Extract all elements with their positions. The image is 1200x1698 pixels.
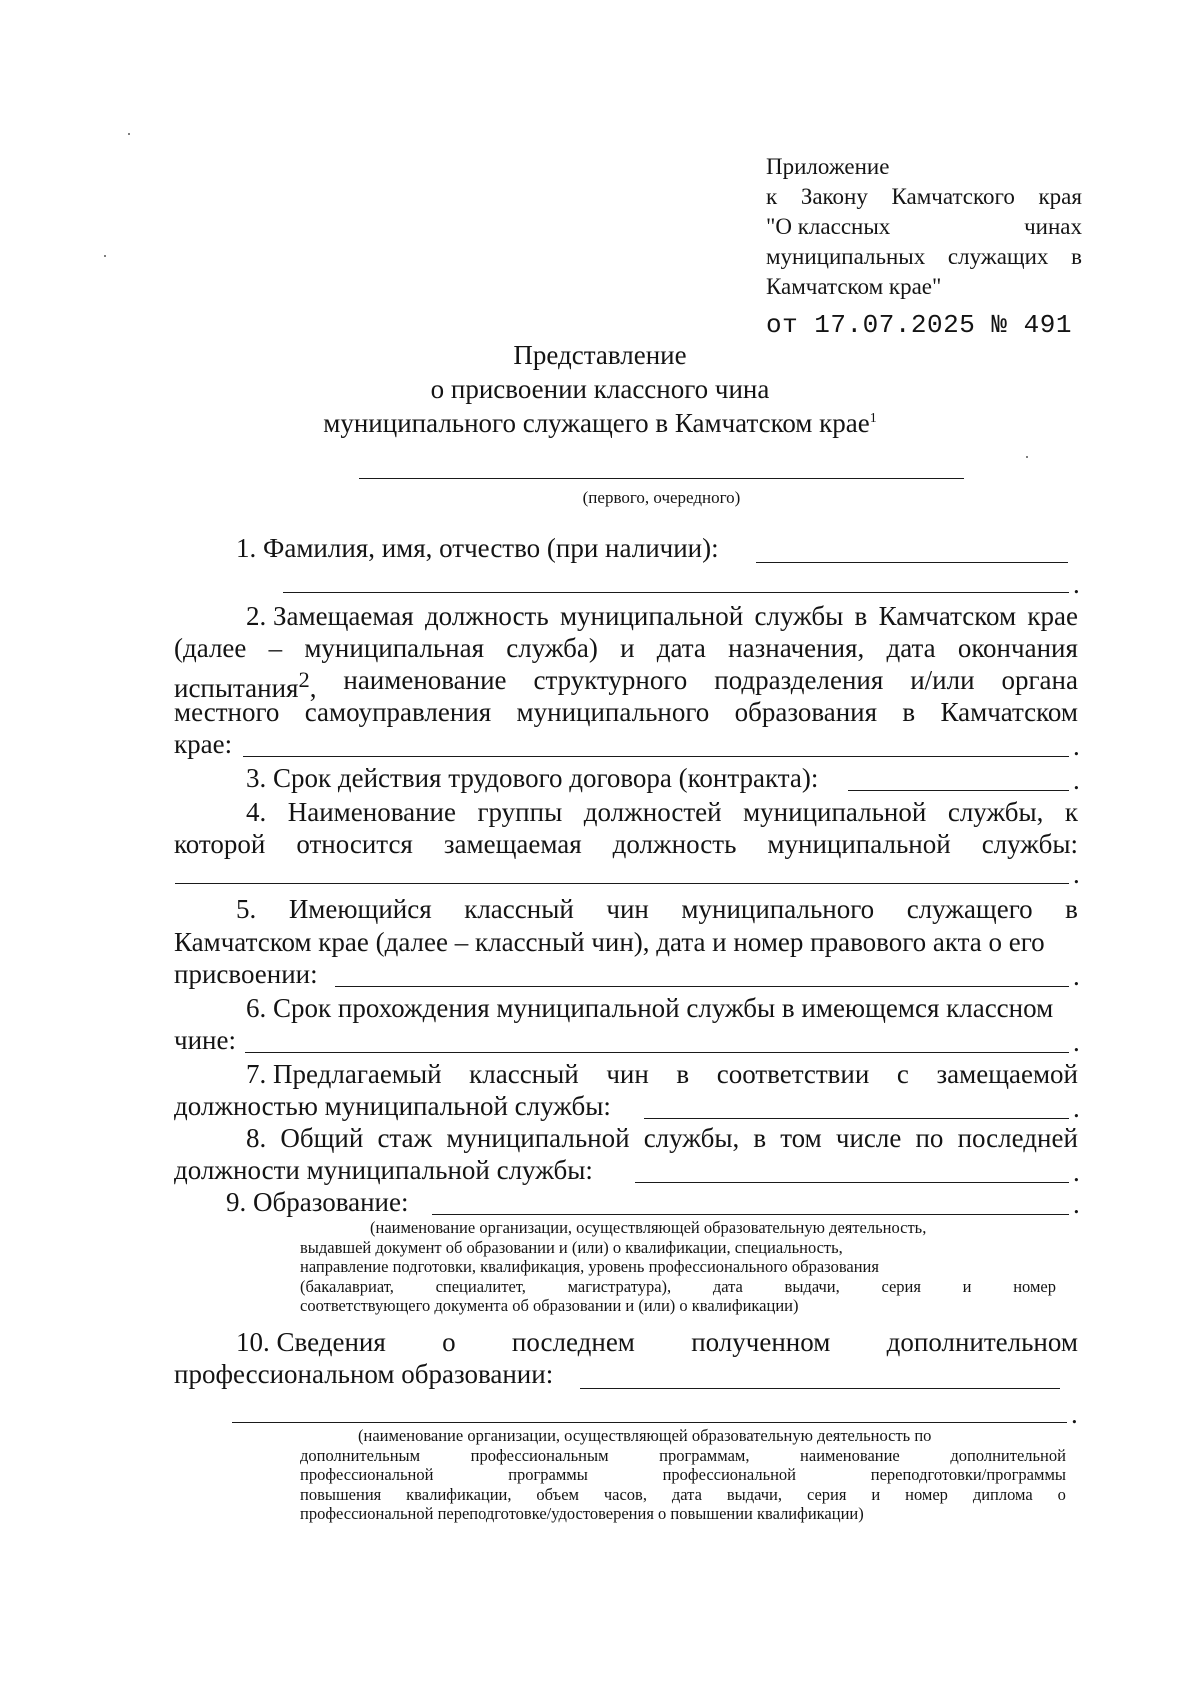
word: и/или	[910, 665, 975, 695]
period: .	[1073, 1027, 1080, 1057]
word: края	[1038, 184, 1082, 209]
word: службы,	[643, 1123, 740, 1153]
caption-line	[300, 1277, 1056, 1297]
word: муниципального	[681, 894, 875, 924]
word: подразделения	[714, 665, 884, 695]
word: относится	[296, 829, 413, 859]
word: соответствии	[716, 1059, 870, 1089]
document-subtitle	[300, 408, 900, 439]
word: профессиональной	[300, 1465, 434, 1484]
word: –	[268, 633, 283, 663]
word: муниципальной	[743, 797, 927, 827]
item-8-line: должности муниципальной службы:	[174, 1155, 593, 1185]
word: магистратура),	[567, 1276, 672, 1296]
blank-line	[245, 1052, 1069, 1053]
appendix-line	[766, 182, 1082, 212]
word: профессиональной	[662, 1465, 797, 1484]
item-4-line	[246, 796, 1078, 828]
word: чин	[606, 894, 649, 924]
appendix-line	[766, 212, 1082, 242]
word: и	[871, 1484, 881, 1504]
word: последнем	[511, 1327, 635, 1357]
word: окончания	[957, 633, 1078, 663]
item-2-line	[246, 600, 1078, 632]
item-7-line: должностью муниципальной службы:	[174, 1091, 611, 1121]
footnote-mark: 1	[869, 411, 877, 426]
word: служба)	[506, 633, 598, 663]
word: муниципальная	[304, 633, 485, 663]
word: диплома	[972, 1484, 1033, 1504]
word: Камчатском	[878, 601, 1017, 631]
word: 2. Замещаемая	[246, 601, 414, 631]
blank-line	[635, 1182, 1069, 1183]
word: о	[442, 1327, 456, 1357]
document-subtitle: о присвоении классного чина	[430, 374, 770, 404]
word: программам,	[659, 1445, 750, 1465]
blank-line	[848, 790, 1069, 791]
word: должностей	[583, 797, 722, 827]
word: службы	[754, 601, 844, 631]
word: наименование	[343, 665, 507, 695]
word: 4.	[246, 797, 267, 827]
item-2-line: крае:	[174, 729, 233, 759]
item-10-caption	[300, 1426, 1066, 1524]
word: выдачи,	[726, 1484, 783, 1504]
word: дополнительном	[886, 1327, 1078, 1357]
word: номер	[1013, 1276, 1056, 1296]
word: по	[915, 1123, 944, 1153]
caption-line: выдавшей документ об образовании и (или) о квалификации, специальность,	[300, 1237, 843, 1257]
caption-line: (наименование организации, осуществляющей образовательную деятельность,	[370, 1218, 927, 1237]
word: замещаемой	[936, 1059, 1078, 1089]
word: в	[676, 1059, 690, 1089]
word: серия	[881, 1276, 921, 1296]
period: .	[1073, 1189, 1080, 1219]
caption-line: профессиональной переподготовке/удостоверения о повышении квалификации)	[300, 1504, 864, 1523]
word: структурного	[533, 665, 688, 695]
word: образования	[734, 697, 878, 727]
footnote-mark: 2	[298, 667, 310, 692]
caption-line: (наименование организации, осуществляющей образовательную деятельность по	[358, 1426, 932, 1445]
item-6-line: 6. Срок прохождения муниципальной службы в имеющемся классном	[246, 993, 1054, 1023]
period: .	[1071, 1399, 1078, 1429]
word: в	[1065, 894, 1078, 924]
blank-line	[359, 478, 964, 479]
blank-line	[432, 1214, 1069, 1215]
item-3-label: 3. Срок действия трудового договора (контракта):	[246, 763, 819, 793]
scan-speck	[104, 255, 106, 257]
word: органа	[1001, 665, 1078, 695]
word: группы	[477, 797, 563, 827]
word: назначения,	[728, 633, 865, 663]
period: .	[1073, 1093, 1080, 1123]
appendix-line: Камчатском крае"	[766, 274, 942, 299]
word: полученном	[691, 1327, 831, 1357]
period: .	[1073, 731, 1080, 761]
word: дополнительной	[950, 1445, 1066, 1465]
word: чинах	[1024, 214, 1082, 239]
word: испытания	[174, 673, 299, 703]
word: выдачи,	[784, 1276, 840, 1296]
blank-line	[756, 562, 1068, 563]
period: .	[1073, 765, 1080, 795]
appendix-block	[766, 152, 1082, 302]
caption-line: соответствующего документа об образовании и (или) о квалификации)	[300, 1296, 799, 1315]
word: к	[1064, 797, 1078, 827]
caption-line	[300, 1485, 1066, 1505]
word: к	[766, 184, 778, 209]
item-5-line: присвоении:	[174, 959, 318, 989]
word: (бакалавриат,	[300, 1276, 394, 1296]
word: Закону	[800, 184, 868, 209]
word: муниципальных	[766, 244, 926, 269]
word: числе	[835, 1123, 902, 1153]
word: чин	[606, 1059, 649, 1089]
word: повышения	[300, 1484, 382, 1504]
word: 10. Сведения	[236, 1327, 386, 1357]
period: .	[1073, 859, 1080, 889]
word: и	[620, 633, 635, 663]
word: в	[1071, 244, 1082, 269]
item-2-line	[174, 696, 1078, 728]
period: .	[1073, 1157, 1080, 1187]
word: местного	[174, 697, 280, 727]
document-title: Представление	[513, 340, 687, 370]
word: должность	[612, 829, 737, 859]
word: часов,	[603, 1484, 647, 1504]
blank-line	[175, 883, 1069, 884]
word: которой	[174, 829, 266, 859]
blank-line	[580, 1388, 1060, 1389]
word: в	[854, 601, 868, 631]
word: дата	[712, 1276, 743, 1296]
word: муниципального	[516, 697, 710, 727]
blank-line	[335, 986, 1069, 987]
item-9-caption	[300, 1218, 1056, 1316]
word: специалитет,	[435, 1276, 526, 1296]
item-7-line	[246, 1058, 1078, 1090]
type-caption: (первого, очередного)	[582, 488, 741, 507]
word: и	[962, 1276, 972, 1296]
word: 7. Предлагаемый	[246, 1059, 442, 1089]
word: службы:	[981, 829, 1078, 859]
word: дополнительным	[300, 1445, 421, 1465]
scan-speck	[128, 133, 130, 135]
blank-line	[283, 592, 1069, 593]
word: Общий	[280, 1123, 364, 1153]
word: программы	[508, 1465, 588, 1484]
word: наименование	[800, 1445, 900, 1465]
word: серия	[806, 1484, 847, 1504]
word: Камчатском	[940, 697, 1078, 727]
word: дата	[886, 633, 936, 663]
word: в	[902, 697, 916, 727]
word: объем	[536, 1484, 579, 1504]
period: .	[1073, 569, 1080, 599]
word: стаж	[377, 1123, 433, 1153]
word: 8.	[246, 1123, 267, 1153]
item-5-line	[236, 893, 1078, 925]
word: муниципальной	[767, 829, 951, 859]
word: замещаемая	[443, 829, 582, 859]
word: "О классных	[766, 214, 891, 239]
word: должность	[424, 601, 549, 631]
item-5-line: Камчатском крае (далее – классный чин), дата и номер правового акта о его	[174, 927, 1045, 957]
word: (далее	[174, 633, 247, 663]
item-8-line	[246, 1122, 1078, 1154]
word: Камчатского	[891, 184, 1015, 209]
word: 5.	[236, 894, 257, 924]
item-10-line: профессиональном образовании:	[174, 1359, 554, 1389]
word: Наименование	[287, 797, 456, 827]
word: ,	[309, 673, 317, 703]
appendix-line	[766, 242, 1082, 272]
registration-stamp: от 17.07.2025 № 491	[766, 310, 1072, 340]
word: муниципальной	[446, 1123, 630, 1153]
word: с	[896, 1059, 909, 1089]
word: в	[753, 1123, 767, 1153]
word: самоуправления	[304, 697, 492, 727]
word: служащих	[947, 244, 1049, 269]
caption-line: направление подготовки, квалификация, уровень профессионального образования	[300, 1257, 879, 1276]
word: классный	[464, 894, 574, 924]
word: служащего	[906, 894, 1033, 924]
word: квалификации,	[406, 1484, 512, 1504]
word: службы,	[947, 797, 1044, 827]
word: дата	[656, 633, 706, 663]
appendix-line: Приложение	[766, 154, 890, 179]
word: профессиональным	[470, 1445, 609, 1465]
item-6-line: чине:	[174, 1025, 236, 1055]
caption-line	[300, 1446, 1066, 1466]
item-4-line	[174, 828, 1078, 860]
item-2-line	[174, 632, 1078, 664]
blank-line	[644, 1118, 1069, 1119]
word: Имеющийся	[288, 894, 432, 924]
scan-speck	[1026, 456, 1028, 458]
word: переподготовки/программы	[870, 1465, 1066, 1484]
item-1-label: 1. Фамилия, имя, отчество (при наличии):	[236, 533, 719, 563]
item-10-line	[236, 1326, 1078, 1358]
word: дата	[671, 1484, 702, 1504]
item-9-label: 9. Образование:	[226, 1187, 409, 1217]
subtitle-text: муниципального служащего в Камчатском крае	[323, 408, 870, 438]
word: классный	[469, 1059, 579, 1089]
caption-line	[300, 1465, 1066, 1485]
word: муниципальной	[559, 601, 744, 631]
blank-line	[232, 1422, 1067, 1423]
word: последней	[957, 1123, 1078, 1153]
word: о	[1057, 1484, 1066, 1504]
word: том	[780, 1123, 822, 1153]
period: .	[1073, 961, 1080, 991]
word: номер	[905, 1484, 948, 1504]
word: крае	[1027, 601, 1078, 631]
blank-line	[243, 756, 1069, 757]
